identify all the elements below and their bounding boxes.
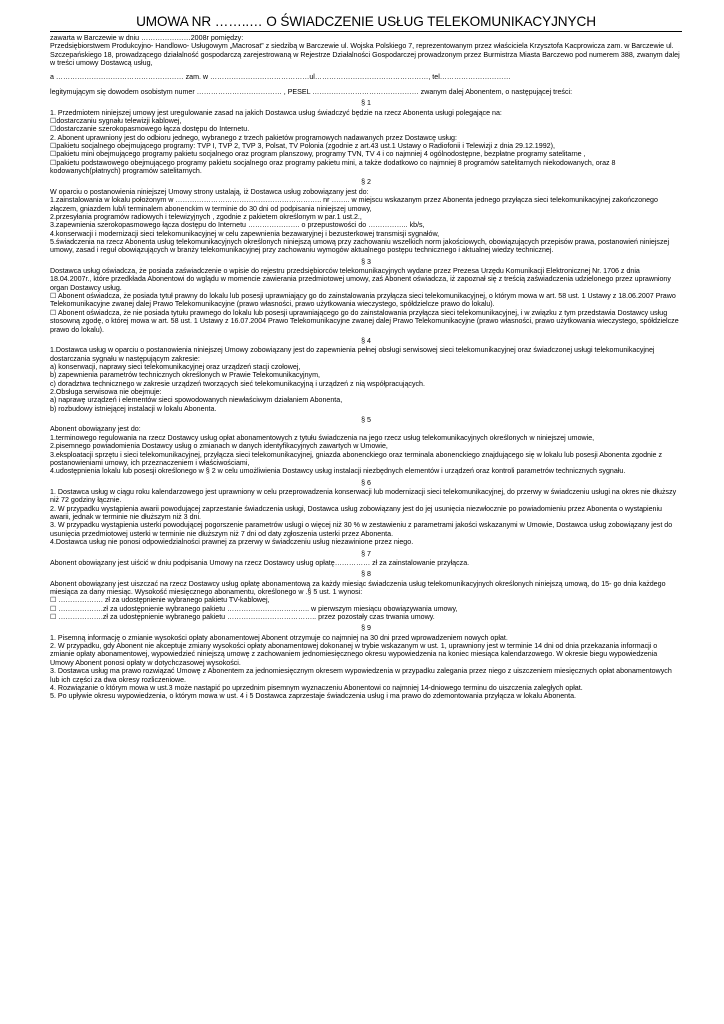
section-paragraph: 2.przesyłania programów radiowych i telewizyjnych , zgodnie z pakietem określonym w par.1 ust.2., bbox=[50, 212, 362, 221]
section-heading: § 6 bbox=[361, 478, 371, 487]
section-paragraph: ☐pakietu podstawowego obejmującego programy pakietu socjalnego oraz programy pakietu mini, a także dodatkowo co najmniej 8 programów satelitarnych niekodowanych, oraz 8 kodowanych(płatnych) programów satelitarnych. bbox=[50, 158, 616, 176]
contract-document bbox=[50, 14, 682, 701]
section-paragraph: ☐ Abonent oświadcza, że nie posiada tytułu prawnego do lokalu lub posesji uprawniającego go do zainstalowania przyłącza sieci telekomunikacyjnej, i w związku z tym przedstawia Dostawcy usług stosowną zgodę, o której mowa w art. 58 ust. 1 Ustawy z 16.07.2004 Prawo Telekomunikacyjne zwanej dalej Prawo Telekomunikacyjne (prawo własności, prawo użytkowania wieczystego, spółdzielcze prawo do lokalu). bbox=[50, 308, 679, 334]
section-paragraph: 1.Dostawca usług w oparciu o postanowienia niniejszej Umowy zobowiązany jest do zapewnienia pełnej obsługi serwisowej sieci telekomunikacyjnej oraz świadczonej usługi telekomunikacyjnej dostarczania sygnału w następującym zakresie: bbox=[50, 346, 655, 363]
section-paragraph: a) naprawę urządzeń i elementów sieci spowodowanych niewłaściwym działaniem Abonenta, bbox=[50, 396, 343, 405]
section-heading: § 7 bbox=[361, 549, 371, 558]
section-paragraph: 3. Dostawca usług ma prawo rozwiązać Umowę z Abonentem za jednomiesięcznym okresem wypowiedzenia w przypadku zalegania przez niego z uiszczeniem miesięcznych opłat abonamentowych lub ich części za dwa okresy rozliczeniowe. bbox=[50, 667, 672, 684]
section-7 bbox=[50, 559, 682, 567]
section-paragraph: Abonent obowiązany jest do: bbox=[50, 425, 141, 434]
section-paragraph: ☐ ……………….zł za udostępnienie wybranego pakietu ……………………………….. przez pozostały czas trwania umowy. bbox=[50, 613, 435, 622]
party-line-2: legitymującym się dowodem osobistym numer ……………………………… , PESEL ……………………………………… zwanym dalej Abonentem, o następującej treści: bbox=[50, 87, 573, 96]
section-paragraph: ☐ ………………. zł za udostępnienie wybranego pakietu TV-kablowej, bbox=[50, 596, 270, 605]
section-paragraph: ☐ ……………….zł za udostępnienie wybranego pakietu …………………………….. w pierwszym miesiącu obowiązywania umowy, bbox=[50, 604, 458, 613]
section-paragraph: 5. Po upływie okresu wypowiedzenia, o którym mowa w ust. 4 i 5 Dostawca zaprzestaje świadczenia usług i ma prawo do zdemontowania przyłącza w lokalu Abonenta. bbox=[50, 692, 576, 701]
section-paragraph: 5.świadczenia na rzecz Abonenta usług telekomunikacyjnych określonych niniejszą umową przy zachowaniu wszelkich norm jakościowych, obowiązujących przepisów prawa, postanowień niniejszej umowy, zasad i reguł obowiązujących w branży telekomunikacyjnej przy zachowaniu wymogów aktualnego postępu technicznego i aktualnej wiedzy technicznej. bbox=[50, 237, 670, 255]
section-paragraph: 1. Przedmiotem niniejszej umowy jest uregulowanie zasad na jakich Dostawca usług świadczyć będzie na rzecz Abonenta usługi polegające na: bbox=[50, 108, 502, 117]
section-6 bbox=[50, 488, 682, 547]
section-heading: § 8 bbox=[361, 570, 371, 579]
section-paragraph: a) konserwacji, naprawy sieci telekomunikacyjnej oraz urządzeń stacji czołowej, bbox=[50, 362, 301, 371]
section-paragraph: ☐pakietu mini obejmującego programy pakietu socjalnego oraz program planszowy, programy TVN, TV 4 i co najmniej 4 ogólnodostępne, bezpłatne programy satelitarne , bbox=[50, 150, 586, 159]
section-heading: § 3 bbox=[361, 257, 371, 266]
section-paragraph: 4.Dostawca usług nie ponosi odpowiedzialności prawnej za przerwy w świadczeniu usług niezawinione przez niego. bbox=[50, 538, 414, 547]
section-paragraph: W oparciu o postanowienia niniejszej Umowy strony ustalają, iż Dostawca usług zobowiązany jest do: bbox=[50, 187, 369, 196]
section-paragraph: 3.eksploatacji sprzętu i sieci telekomunikacyjnej, przyłącza sieci telekomunikacyjnej, gniazda abonenckiego oraz terminala abonenckiego znajdującego się w lokalu lub posesji Abonenta zgodnie z postanowieniami umowy, ich przeznaczeniem i właściwościami, bbox=[50, 450, 662, 467]
section-heading: § 4 bbox=[361, 336, 371, 345]
section-paragraph: 1. Pisemną informację o zmianie wysokości opłaty abonamentowej Abonent otrzymuje co najmniej na 30 dni przed wprowadzeniem nowych opłat. bbox=[50, 633, 508, 642]
section-paragraph: 1.zainstalowania w lokalu położonym w …………………………………………………….. nr …….. w miejscu wskazanym przez Abonenta jednego przyłącza sieci telekomunikacyjnej zakończonego złączem, gniazdem lub/i terminalem abonenckim w terminie do 30 dni od podpisania niniejszej umowy, bbox=[50, 196, 658, 213]
section-9 bbox=[50, 634, 682, 701]
section-paragraph: Abonent obowiązany jest uiszczać na rzecz Dostawcy usług opłatę abonamentową za każdy miesiąc świadczenia usług telekomunikacyjnych określonych niniejszą umową, do 15- go dnia każdego miesiąca za dany miesiąc. Wysokość miesięcznego abonamentu, określonego w .§ 5 ust. 1 wynosi: bbox=[50, 579, 666, 596]
section-heading: § 2 bbox=[361, 178, 371, 187]
section-paragraph: 4.konserwacji i modernizacji sieci telekomunikacyjnej w celu zapewnienia bezawaryjnej i bezusterkowej transmisji sygnałów, bbox=[50, 229, 440, 238]
section-paragraph: 1. Dostawca usług w ciągu roku kalendarzowego jest uprawniony w celu przeprowadzenia konserwacji lub modernizacji sieci telekomunikacyjnej, do przerwy w świadczeniu usługi na okres nie dłuższy niż 72 godziny łącznie. bbox=[50, 488, 677, 505]
section-paragraph: 3. W przypadku wystąpienia usterki powodującej pogorszenie parametrów usługi o więcej niż 30 % w zestawieniu z parametrami jakości wskazanymi w Umowie, Dostawca usług zobowiązany jest do usunięcia przedmiotowej usterki w terminie nie dłuższym niż 7 dni od daty zgłoszenia usterki przez Abonenta. bbox=[50, 521, 673, 538]
intro-line: Przedsiębiorstwem Produkcyjno- Handlowo- Usługowym „Macrosat” z siedzibą w Barczewie ul. Wojska Polskiego 7, reprezentowanym przez właściciela Krzysztofa Kacprowicza zam. w Barczewie ul. Szczepańskiego 18, prowadzącego działalność gospodarczą zarejestrowaną w Rejestrze Działalności Gospodarczej prowadzonym przez Burmistrza Miasta Barczewo pod numerem 388, zwanym dalej w treści umowy Dostawcą usług, bbox=[50, 42, 680, 68]
section-paragraph: 2. W przypadku wystąpienia awarii powodującej zaprzestanie świadczenia usługi, Dostawca usług zobowiązany jest do jej usunięcia niezwłocznie po powiadomieniu przez Abonenta o wystąpieniu awarii, jednak w terminie nie dłuższym niż 3 dni. bbox=[50, 504, 662, 522]
section-paragraph: 2. W przypadku, gdy Abonent nie akceptuje zmiany wysokości opłaty abonamentowej dokonanej w trybie wskazanym w ust. 1, uprawniony jest w terminie 14 dni od dnia przekazania informacji o zmianie opłaty abonamentowej, wypowiedzieć niniejszą umowę z zachowaniem jednomiesięcznego okresu wypowiedzenia na koniec miesiąca kalendarzowego. W okresie biegu wypowiedzenia Umowy Abonent ponosi opłaty w dotychczasowej wysokości. bbox=[50, 642, 658, 667]
section-4 bbox=[50, 346, 682, 413]
section-paragraph: 2. Abonent uprawniony jest do odbioru jednego, wybranego z trzech pakietów programowych nadawanych przez Dostawcę usług: bbox=[50, 133, 457, 142]
section-8 bbox=[50, 580, 682, 622]
section-2 bbox=[50, 188, 682, 255]
section-5 bbox=[50, 425, 682, 475]
section-paragraph: b) rozbudowy istniejącej instalacji w lokalu Abonenta. bbox=[50, 404, 217, 413]
section-heading: § 1 bbox=[361, 99, 371, 108]
document-title: UMOWA NR ……..… O ŚWIADCZENIE USŁUG TELEKOMUNIKACYJNYCH bbox=[136, 14, 596, 29]
section-paragraph: Abonent obowiązany jest uiścić w dniu podpisania Umowy na rzecz Dostawcy usług opłatę…………… zł za zainstalowanie przyłącza. bbox=[50, 558, 470, 567]
section-paragraph: ☐dostarczanie szerokopasmowego łącza dostępu do Internetu. bbox=[50, 125, 250, 134]
section-paragraph: 4. Rozwiązanie o którym mowa w ust.3 może nastąpić po uprzednim pisemnym wyznaczeniu Abonentowi co najmniej 14-dniowego terminu do uiszczenia zaległych opłat. bbox=[50, 683, 583, 692]
title-underline bbox=[50, 31, 682, 32]
section-paragraph: ☐ Abonent oświadcza, że posiada tytuł prawny do lokalu lub posesji uprawniający go do zainstalowania przyłącza sieci telekomunikacyjnej, o którym mowa w art. 58 ust. 1 Ustawy z 18.06.2007 Prawo Telekomunikacyjne zwanej dalej Prawo Telekomunikacyjne (prawo własności, prawo użytkowania wieczystego, spółdzielcze prawo do lokalu). bbox=[50, 292, 676, 309]
section-paragraph: Dostawca usług oświadcza, że posiada zaświadczenie o wpisie do rejestru przedsiębiorców telekomunikacyjnych wydane przez Prezesa Urzędu Komunikacji Elektronicznej Nr. 1706 z dnia 18.04.2007r., które przedkłada Abonentowi do wglądu w momencie zawierania przedmiotowej umowy, zaś Abonent oświadcza, iż zapoznał się z treścią zaświadczenia udzielonego przez uprawniony organ Dostawcy usług. bbox=[50, 267, 671, 292]
section-heading: § 9 bbox=[361, 624, 371, 633]
section-1 bbox=[50, 109, 682, 176]
section-paragraph: 3.zapewnienia szerokopasmowego łącza dostępu do Internetu …………………. o przepustowości do …………….. kb/s, bbox=[50, 221, 425, 230]
section-paragraph: 1.terminowego regulowania na rzecz Dostawcy usług opłat abonamentowych z tytułu świadczenia na jego rzecz usług telekomunikacyjnych określonych w niniejszej umowie, bbox=[50, 433, 595, 442]
party-line-1: a ……………………………………………… zam. w ……………………………………ul…………………………………………, tel………………………… bbox=[50, 73, 511, 82]
section-paragraph: ☐dostarczaniu sygnału telewizji kablowej, bbox=[50, 116, 182, 125]
section-paragraph: 4.udostępnienia lokalu lub posesji określonego w § 2 w celu umożliwienia Dostawcy usług instalacji niezbędnych elementów i urządzeń oraz kontroli parametrów technicznych sygnału. bbox=[50, 467, 626, 476]
section-paragraph: c) doradztwa technicznego w zakresie urządzeń tworzących sieć telekomunikacyjną i urządzeń z nią współpracujących. bbox=[50, 379, 425, 388]
section-heading: § 5 bbox=[361, 416, 371, 425]
section-paragraph: 2.Obsługa serwisowa nie obejmuje: bbox=[50, 388, 162, 397]
section-3 bbox=[50, 267, 682, 334]
section-paragraph: ☐pakietu socjalnego obejmującego programy: TVP I, TVP 2, TVP 3, Polsat, TV Polonia (zgodnie z art.43 ust.1 Ustawy o Radiofonii i Telewizji z dnia 29.12.1992), bbox=[50, 141, 555, 150]
section-paragraph: b) zapewnienia parametrów technicznych określonych w Prawie Telekomunikacyjnym, bbox=[50, 371, 320, 380]
intro-line: zawarta w Barczewie w dniu …………………2008r pomiędzy: bbox=[50, 34, 244, 43]
section-paragraph: 2.pisemnego powiadomienia Dostawcy usług o zmianach w danych identyfikacyjnych zawartych w Umowie, bbox=[50, 442, 388, 451]
